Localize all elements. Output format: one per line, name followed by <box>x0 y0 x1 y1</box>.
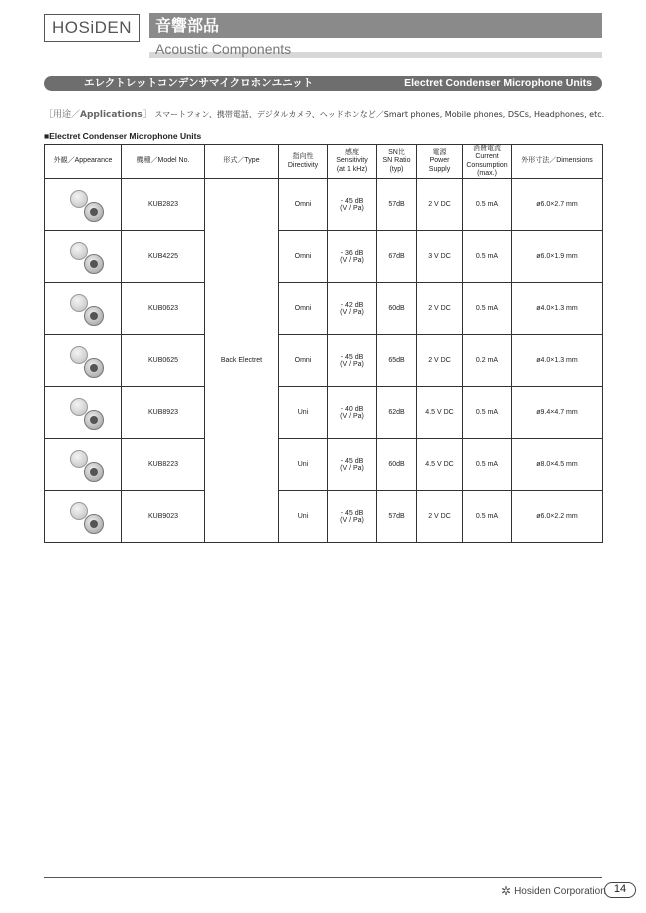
dim-cell: ø6.0×2.7 mm <box>512 179 603 231</box>
microphone-image <box>58 340 108 380</box>
power-cell: 4.5 V DC <box>417 387 463 439</box>
current-cell: 0.2 mA <box>463 335 512 387</box>
column-header-line: 機種／Model No. <box>136 157 190 165</box>
column-header-line: 電源 <box>432 149 447 157</box>
directivity-cell: Omni <box>279 283 328 335</box>
applications-line <box>44 107 604 120</box>
column-header <box>512 145 603 179</box>
dim-cell: ø4.0×1.3 mm <box>512 335 603 387</box>
table-title: ■Electret Condenser Microphone Units <box>44 131 202 141</box>
type-cell: Back Electret <box>205 179 279 543</box>
column-header-line: SN比 <box>388 149 405 157</box>
column-header-line: (max.) <box>477 169 497 177</box>
sensitivity-cell <box>328 491 377 543</box>
appearance-cell <box>45 179 122 231</box>
sensitivity-unit: (V / Pa) <box>340 464 364 472</box>
appearance-cell <box>45 231 122 283</box>
sensitivity-unit: (V / Pa) <box>340 516 364 524</box>
sn-cell: 57dB <box>377 179 417 231</box>
column-header <box>377 145 417 179</box>
page-number: 14 <box>604 882 636 898</box>
directivity-cell: Uni <box>279 439 328 491</box>
directivity-cell: Omni <box>279 179 328 231</box>
column-header-line: Supply <box>428 165 451 173</box>
page-subtitle: Acoustic Components <box>155 41 292 57</box>
appearance-cell <box>45 439 122 491</box>
column-header <box>417 145 463 179</box>
dim-cell: ø6.0×1.9 mm <box>512 231 603 283</box>
current-cell: 0.5 mA <box>463 283 512 335</box>
sensitivity-value: - 45 dB <box>340 353 364 361</box>
column-header-line: Current <box>475 153 499 161</box>
power-cell: 4.5 V DC <box>417 439 463 491</box>
sn-cell: 62dB <box>377 387 417 439</box>
directivity-cell: Omni <box>279 335 328 387</box>
sensitivity-cell <box>328 179 377 231</box>
column-header-line: 外観／Appearance <box>53 157 113 165</box>
sensitivity-value: - 42 dB <box>340 301 364 309</box>
directivity-cell: Omni <box>279 231 328 283</box>
sensitivity-cell <box>328 439 377 491</box>
sensitivity-value: - 45 dB <box>340 457 364 465</box>
hosiden-logo: HOSiDEN <box>44 14 140 42</box>
dim-cell: ø6.0×2.2 mm <box>512 491 603 543</box>
sensitivity-cell <box>328 387 377 439</box>
model-cell: KUB0623 <box>122 283 205 335</box>
current-cell: 0.5 mA <box>463 491 512 543</box>
column-header-line: SN Ratio <box>382 157 411 165</box>
column-header-line: (typ) <box>389 165 404 173</box>
sn-cell: 57dB <box>377 491 417 543</box>
appearance-cell <box>45 387 122 439</box>
power-cell: 2 V DC <box>417 491 463 543</box>
model-cell: KUB9023 <box>122 491 205 543</box>
column-header-line: Consumption <box>466 161 508 169</box>
microphone-image <box>58 236 108 276</box>
applications-text: スマートフォン、携帯電話、デジタルカメラ、ヘッドホンなど／Smart phones, Mobile phones, DSCs, Headphones, etc. <box>154 110 605 119</box>
directivity-cell: Uni <box>279 387 328 439</box>
section-title-jp: エレクトレットコンデンサマイクロホンユニット <box>84 77 314 89</box>
power-cell: 3 V DC <box>417 231 463 283</box>
microphone-image <box>58 184 108 224</box>
company-label: Hosiden Corporation <box>514 885 606 897</box>
sensitivity-value: - 45 dB <box>340 509 364 517</box>
sensitivity-unit: (V / Pa) <box>340 204 364 212</box>
column-header-line: 形式／Type <box>223 157 260 165</box>
current-cell: 0.5 mA <box>463 231 512 283</box>
sensitivity-cell <box>328 231 377 283</box>
column-header-line: 外形寸法／Dimensions <box>521 157 593 165</box>
page-title: 音響部品 <box>149 13 602 38</box>
model-cell: KUB8923 <box>122 387 205 439</box>
table-row <box>45 387 603 439</box>
sn-cell: 60dB <box>377 283 417 335</box>
dim-cell: ø4.0×1.3 mm <box>512 283 603 335</box>
table-header-row <box>45 145 603 179</box>
table-row <box>45 491 603 543</box>
column-header-line: 指向性 <box>292 153 314 161</box>
table-row <box>45 439 603 491</box>
column-header-line: (at 1 kHz) <box>336 165 368 173</box>
microphone-image <box>58 288 108 328</box>
microphone-image <box>58 392 108 432</box>
gear-logo-icon: ✲ <box>501 884 512 898</box>
table-row <box>45 231 603 283</box>
sensitivity-value: - 40 dB <box>340 405 364 413</box>
appearance-cell <box>45 335 122 387</box>
microphone-image <box>58 444 108 484</box>
sensitivity-value: - 45 dB <box>340 197 364 205</box>
column-header <box>205 145 279 179</box>
table-row <box>45 179 603 231</box>
column-header-line: 消費電流 <box>473 145 501 153</box>
model-cell: KUB8223 <box>122 439 205 491</box>
sensitivity-unit: (V / Pa) <box>340 412 364 420</box>
sensitivity-value: - 36 dB <box>340 249 364 257</box>
model-cell: KUB2823 <box>122 179 205 231</box>
power-cell: 2 V DC <box>417 179 463 231</box>
power-cell: 2 V DC <box>417 283 463 335</box>
microphone-image <box>58 496 108 536</box>
footer-rule <box>44 877 602 878</box>
column-header <box>328 145 377 179</box>
column-header-line: Sensitivity <box>336 157 368 165</box>
table-row <box>45 335 603 387</box>
appearance-cell <box>45 283 122 335</box>
column-header <box>463 145 512 179</box>
current-cell: 0.5 mA <box>463 439 512 491</box>
sensitivity-unit: (V / Pa) <box>340 308 364 316</box>
sensitivity-cell <box>328 283 377 335</box>
sensitivity-unit: (V / Pa) <box>340 360 364 368</box>
sn-cell: 67dB <box>377 231 417 283</box>
column-header <box>45 145 122 179</box>
company-name <box>501 884 606 898</box>
section-bar <box>44 76 602 91</box>
column-header-line: 感度 <box>345 149 359 157</box>
applications-label: ［用途／Applications］ <box>44 110 152 120</box>
column-header-line: Power <box>429 157 450 165</box>
appearance-cell <box>45 491 122 543</box>
table-row <box>45 283 603 335</box>
model-cell: KUB4225 <box>122 231 205 283</box>
sensitivity-cell <box>328 335 377 387</box>
column-header <box>279 145 328 179</box>
table-body <box>45 179 603 543</box>
current-cell: 0.5 mA <box>463 387 512 439</box>
dim-cell: ø8.0×4.5 mm <box>512 439 603 491</box>
column-header-line: Directivity <box>287 161 319 169</box>
directivity-cell: Uni <box>279 491 328 543</box>
sn-cell: 65dB <box>377 335 417 387</box>
dim-cell: ø9.4×4.7 mm <box>512 387 603 439</box>
sn-cell: 60dB <box>377 439 417 491</box>
spec-table <box>44 144 603 543</box>
power-cell: 2 V DC <box>417 335 463 387</box>
sensitivity-unit: (V / Pa) <box>340 256 364 264</box>
model-cell: KUB0625 <box>122 335 205 387</box>
section-title-en: Electret Condenser Microphone Units <box>404 77 592 89</box>
column-header <box>122 145 205 179</box>
current-cell: 0.5 mA <box>463 179 512 231</box>
